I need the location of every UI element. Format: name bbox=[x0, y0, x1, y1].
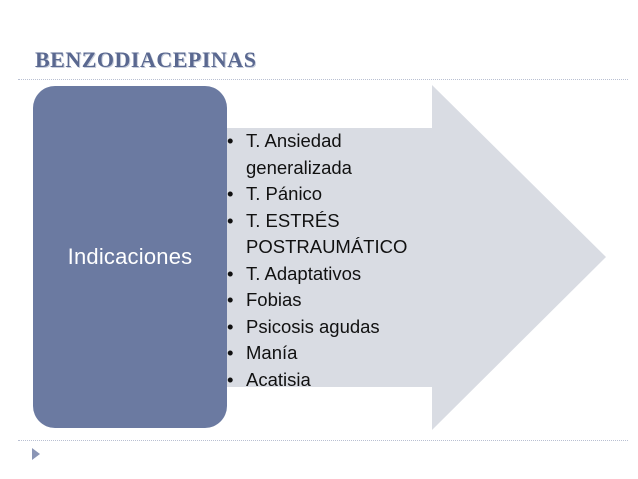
bullet-dot: • bbox=[227, 209, 234, 231]
indication-list bbox=[227, 128, 446, 393]
bullet-dot: • bbox=[227, 130, 234, 151]
list-item-text: T. ESTRÉS POSTRAUMÁTICO bbox=[246, 209, 408, 257]
list-item bbox=[227, 340, 446, 367]
list-item-text: T. Pánico bbox=[246, 183, 323, 204]
list-item-text: T. Adaptativos bbox=[246, 262, 362, 284]
list-item bbox=[227, 367, 446, 394]
triangle-marker-icon bbox=[32, 448, 40, 460]
list-item bbox=[227, 128, 446, 181]
list-item bbox=[227, 208, 446, 261]
list-item-text: Acatisia bbox=[246, 368, 311, 390]
list-item-text: T. Ansiedad generalizada bbox=[246, 130, 352, 178]
bullet-dot: • bbox=[227, 315, 234, 337]
bullet-dot: • bbox=[227, 342, 234, 363]
list-item-text: Fobias bbox=[246, 289, 302, 310]
list-item-text: Manía bbox=[246, 342, 298, 363]
list-item bbox=[227, 181, 446, 208]
slide-title: BENZODIACEPINAS bbox=[35, 47, 257, 72]
category-label: Indicaciones bbox=[67, 244, 193, 269]
bullet-dot: • bbox=[227, 289, 234, 310]
bullet-dot: • bbox=[227, 368, 234, 390]
bullet-dot: • bbox=[227, 183, 234, 204]
list-item-text: Psicosis agudas bbox=[246, 315, 380, 337]
category-block bbox=[33, 86, 227, 428]
list-item bbox=[227, 261, 446, 288]
list-item bbox=[227, 314, 446, 341]
bullet-dot: • bbox=[227, 262, 234, 284]
list-item bbox=[227, 287, 446, 314]
footer-divider bbox=[18, 440, 628, 441]
